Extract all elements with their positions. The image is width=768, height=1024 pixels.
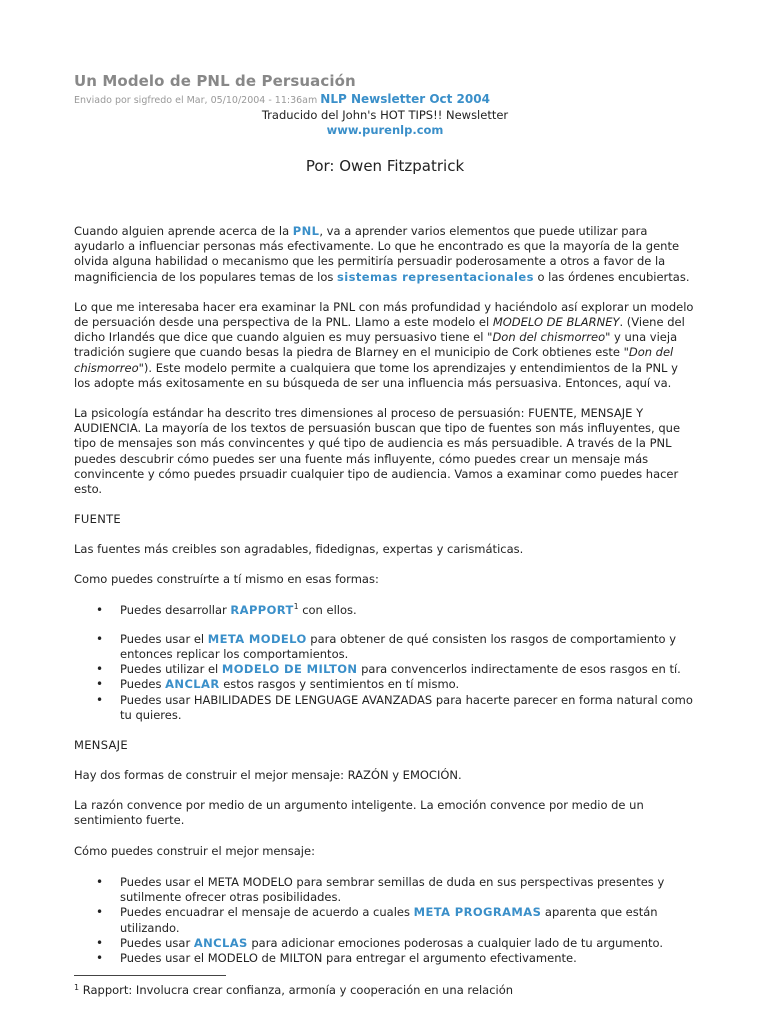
intro-paragraph-1: Cuando alguien aprende acerca de la PNL, va a aprender varios elementos que puede utilizar para ayudarlo a influenciar personas más efectivamente. Lo que he encontrado es que la mayoría de la gente olvida alguna habilidad o mecanismo que les permitiría persuadir poderosamente a otros a favor de la magnificiencia de los populares temas de los sistemas representacionales o las órdenes encubiertas. — [74, 224, 690, 284]
modelo-de-milton-link[interactable]: MODELO DE MILTON — [221, 662, 358, 677]
intro-paragraph-3: La psicología estándar ha descrito tres dimensiones al proceso de persuasión: FUENTE, MENSAJE Y AUDIENCIA. La mayoría de los textos de persuasión buscan que tipo de fuentes son más influyentes, que tipo de mensajes son más convincentes y qué tipo de audiencia es más persuadible. A través de la PNL puedes descubrir cómo puedes ser una fuente más influyente, cómo puedes crear un mensaje más convincente y cómo puedes prsuadir cualquier tipo de audiencia. Vamos a examinar como puedes hacer esto. — [74, 406, 681, 497]
article — [74, 72, 696, 966]
sistemas-representacionales-link[interactable]: sistemas representacionales — [337, 269, 534, 284]
footnote — [74, 983, 513, 998]
newsletter-link[interactable]: NLP Newsletter Oct 2004 — [320, 92, 490, 106]
footnote-divider — [74, 975, 226, 976]
footnote-ref[interactable]: 1 — [293, 601, 299, 611]
page-title: Un Modelo de PNL de Persuación — [74, 72, 356, 90]
meta-programas-link[interactable]: META PROGRAMAS — [413, 905, 542, 920]
mensaje-paragraph-2: La razón convence por medio de un argumento inteligente. La emoción convence por medio de un sentimiento fuerte. — [74, 798, 644, 828]
list-item: • Puedes usar el MODELO de MILTON para entregar el argumento efectivamente. — [74, 951, 696, 966]
fuente-list-2 — [74, 632, 696, 723]
fuente-paragraph-1: Las fuentes más creibles son agradables, fidedignas, expertas y carismáticas. — [74, 542, 524, 557]
footnote-text: Rapport: Involucra crear confianza, armonía y cooperación en una relación — [79, 983, 514, 997]
mensaje-paragraph-1: Hay dos formas de construir el mejor mensaje: RAZÓN y EMOCIÓN. — [74, 768, 462, 783]
anclar-link[interactable]: ANCLAR — [165, 677, 220, 692]
footnote-marker: 1 — [74, 983, 80, 992]
list-item: • Puedes usar HABILIDADES DE LENGUAGE AVANZADAS para hacerte parecer en forma natural como tu quieres. — [74, 693, 696, 723]
post-meta — [74, 92, 696, 108]
pnl-link[interactable]: PNL — [292, 224, 320, 238]
fuente-list — [74, 603, 696, 618]
list-item: • Puedes ANCLAR estos rasgos y sentimientos en tí mismo. — [74, 677, 696, 692]
fuente-heading: FUENTE — [74, 512, 121, 527]
mensaje-paragraph-3: Cómo puedes construir el mejor mensaje: — [74, 843, 315, 858]
fuente-paragraph-2: Como puedes construírte a tí mismo en esas formas: — [74, 572, 379, 587]
list-item: • Puedes utilizar el MODELO DE MILTON para convencerlos indirectamente de esos rasgos en tí. — [74, 662, 696, 677]
translated-note: Traducido del John's HOT TIPS!! Newsletter — [261, 108, 509, 122]
rapport-link[interactable]: RAPPORT — [230, 602, 294, 617]
anclas-link[interactable]: ANCLAS — [193, 935, 248, 950]
website-link[interactable]: www.purenlp.com — [326, 123, 444, 137]
mensaje-heading: MENSAJE — [74, 738, 128, 753]
list-item: • Puedes usar el META MODELO para sembrar semillas de duda en sus perspectivas presentes y sutilmente ofrecer otras posibilidades. — [74, 875, 696, 905]
list-item: • Puedes encuadrar el mensaje de acuerdo a cuales META PROGRAMAS aparenta que están utilizando. — [74, 905, 696, 935]
list-item: • Puedes usar ANCLAS para adicionar emociones poderosas a cualquier lado de tu argumento. — [74, 936, 696, 951]
modelo-blarney-text: MODELO DE BLARNEY — [492, 315, 620, 330]
mensaje-list — [74, 875, 696, 966]
meta-modelo-link[interactable]: META MODELO — [207, 631, 307, 646]
list-item: • Puedes usar el META MODELO para obtener de qué consisten los rasgos de comportamiento y entonces replicar los comportamientos. — [74, 632, 696, 662]
submitted-by-text: Enviado por sigfredo el Mar, 05/10/2004 - 11:36am — [74, 95, 318, 106]
intro-paragraph-2: Lo que me interesaba hacer era examinar la PNL con más profundidad y haciéndolo así explorar un modelo de persuación desde una perspectiva de la PNL. Llamo a este modelo el MODELO DE BLARNEY. (Viene del dicho Irlandés que dice que cuando alguien es muy persuasivo tiene el "Don del chismorreo" y una vieja tradición sugiere que cuando besas la piedra de Blarney en el municipio de Cork obtienes este "Don del chismorreo"). Este modelo permite a cualquiera que tome los aprendizajes y entendimientos de la PNL y los adopte más exitosamente en su búsqueda de ser una influencia más persuasiva. Entonces, aquí va. — [74, 299, 694, 390]
byline: Por: Owen Fitzpatrick — [305, 157, 465, 175]
list-item: • Puedes desarrollar RAPPORT$^1$ con ellos. — [74, 603, 696, 618]
